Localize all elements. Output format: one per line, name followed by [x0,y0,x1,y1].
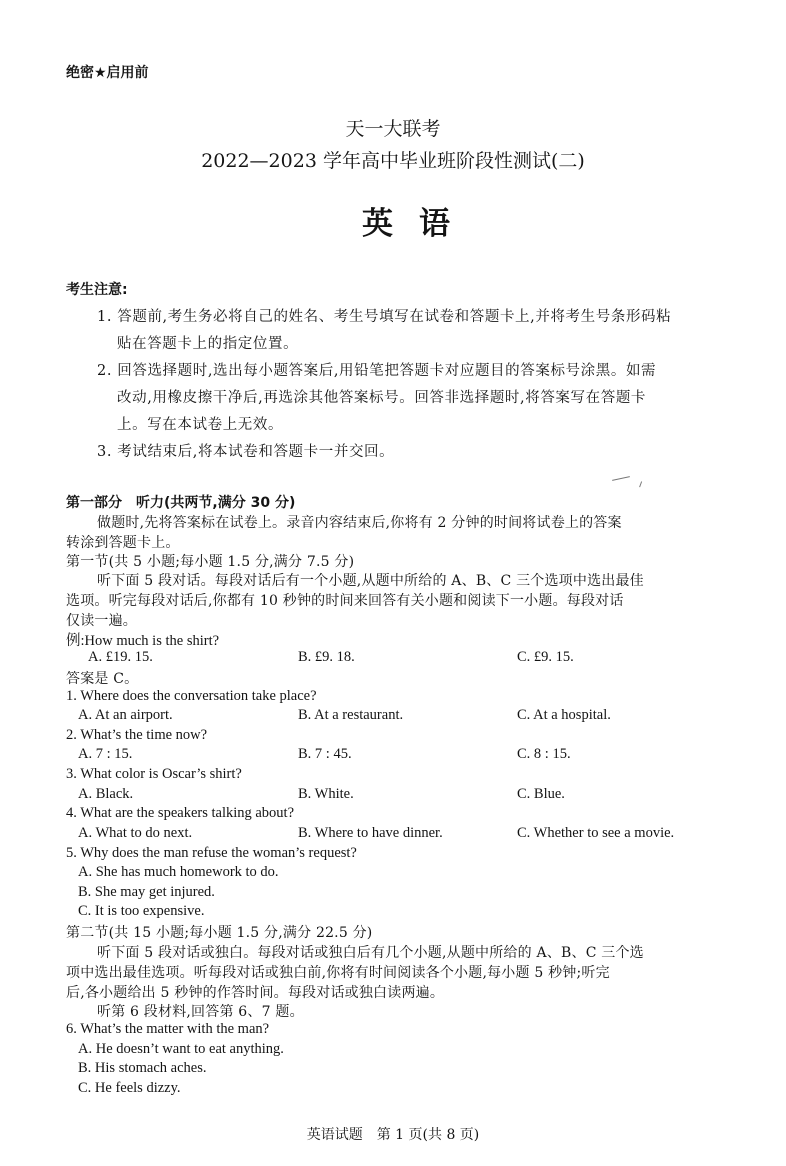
section2-intro-line: 项中选出最佳选项。听每段对话或独白前,你将有时间阅读各个小题,每小题 5 秒钟;听完 [66,965,610,981]
example-question: 例:How much is the shirt? [66,633,220,649]
question-3: 3. What color is Oscar’s shirt? [66,766,242,782]
option-4a: A. What to do next. [78,825,193,841]
material-note: 听第 6 段材料,回答第 6、7 题。 [97,1004,304,1020]
exam-subtitle: 2022—2023 学年高中毕业班阶段性测试(二) [201,150,585,172]
option-6c: C. He feels dizzy. [78,1080,181,1096]
notice-title: 考生注意: [66,282,128,298]
question-6: 6. What’s the matter with the man? [66,1021,270,1037]
option-6b: B. His stomach aches. [78,1060,207,1076]
notice-line: 3. 考试结束后,将本试卷和答题卡一并交回。 [97,444,395,460]
notice-line: 改动,用橡皮擦干净后,再选涂其他答案标号。回答非选择题时,将答案写在答题卡 [117,390,647,406]
option-2b: B. 7 : 45. [298,746,352,762]
example-option-b: B. £9. 18. [298,649,355,665]
section2-title: 第二节(共 15 小题;每小题 1.5 分,满分 22.5 分) [66,925,373,941]
part1-title: 第一部分 听力(共两节,满分 30 分) [66,495,296,511]
exam-name: 天一大联考 [345,118,441,140]
example-option-c: C. £9. 15. [517,649,574,665]
question-2: 2. What’s the time now? [66,727,208,743]
option-1c: C. At a hospital. [517,707,611,723]
option-4b: B. Where to have dinner. [298,825,443,841]
scan-mark [612,476,630,481]
notice-line: 2. 回答选择题时,选出每小题答案后,用铅笔把答题卡对应题目的答案标号涂黑。如需 [97,363,657,379]
page-footer: 英语试题 第 1 页(共 8 页) [306,1127,480,1143]
confidential-label: 绝密★启用前 [66,65,149,81]
scan-mark [639,481,646,488]
question-1: 1. Where does the conversation take place? [66,688,317,704]
notice-line: 上。写在本试卷上无效。 [117,417,284,433]
section1-intro-line: 仅读一遍。 [66,613,137,629]
section1-title: 第一节(共 5 小题;每小题 1.5 分,满分 7.5 分) [66,554,355,570]
subject-title: 英语 [362,206,476,242]
section2-intro-line: 听下面 5 段对话或独白。每段对话或独白后有几个小题,从题中所给的 A、B、C 三个选 [97,945,644,961]
option-3b: B. White. [298,786,354,802]
section2-intro-line: 后,各小题给出 5 秒钟的作答时间。每段对话或独白读两遍。 [66,985,445,1001]
option-6a: A. He doesn’t want to eat anything. [78,1041,284,1057]
option-2a: A. 7 : 15. [78,746,133,762]
option-1a: A. At an airport. [78,707,173,723]
option-5b: B. She may get injured. [78,884,215,900]
option-5a: A. She has much homework to do. [78,864,279,880]
option-1b: B. At a restaurant. [298,707,404,723]
part1-intro-line: 做题时,先将答案标在试卷上。录音内容结束后,你将有 2 分钟的时间将试卷上的答案 [97,515,622,531]
example-option-a: A. £19. 15. [88,649,153,665]
question-5: 5. Why does the man refuse the woman’s request? [66,845,357,861]
notice-line: 贴在答题卡上的指定位置。 [117,336,299,352]
section1-intro-line: 听下面 5 段对话。每段对话后有一个小题,从题中所给的 A、B、C 三个选项中选出最佳 [97,573,644,589]
part1-intro-line: 转涂到答题卡上。 [66,535,180,551]
question-4: 4. What are the speakers talking about? [66,805,295,821]
option-3c: C. Blue. [517,786,565,802]
notice-line: 1. 答题前,考生务必将自己的姓名、考生号填写在试卷和答题卡上,并将考生号条形码粘 [97,309,672,325]
example-answer: 答案是 C。 [66,671,139,687]
option-5c: C. It is too expensive. [78,903,205,919]
option-4c: C. Whether to see a movie. [517,825,675,841]
option-3a: A. Black. [78,786,134,802]
section1-intro-line: 选项。听完每段对话后,你都有 10 秒钟的时间来回答有关小题和阅读下一小题。每段对话 [66,593,624,609]
option-2c: C. 8 : 15. [517,746,571,762]
